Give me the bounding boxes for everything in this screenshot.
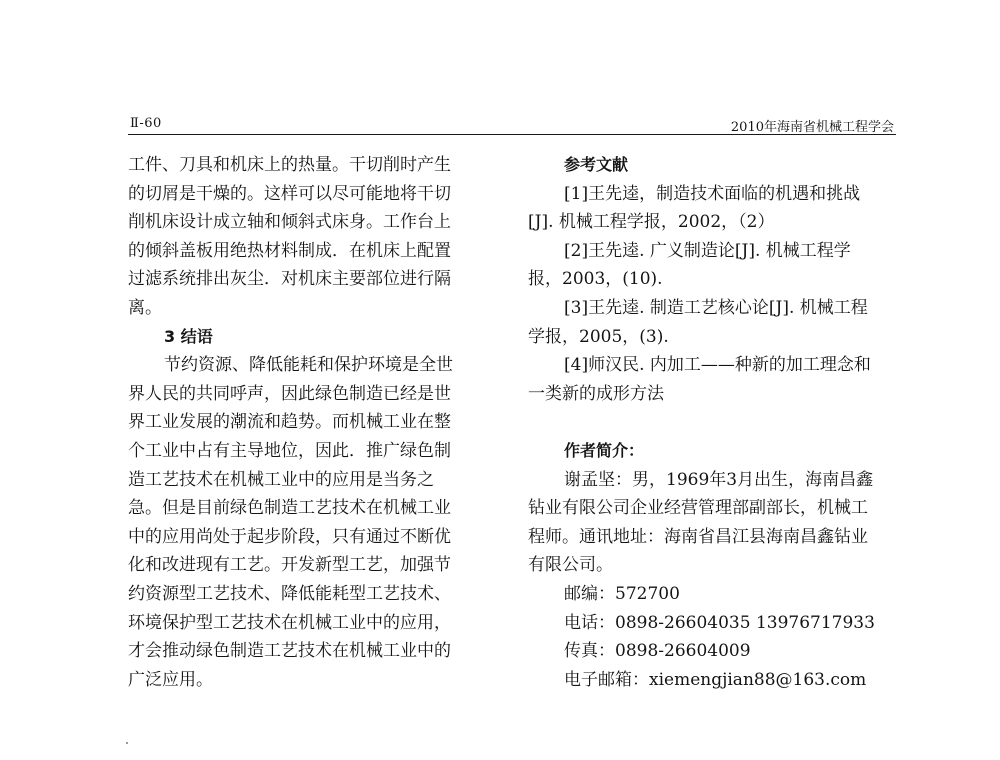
section-heading-conclusion: 3 结语	[164, 326, 213, 346]
reference-line: [4]师汉民. 内加工——种新的加工理念和	[564, 355, 871, 376]
reference-line: 一类新的成形方法	[528, 383, 664, 404]
body-line: 中的应用尚处于起步阶段，只有通过不断优	[128, 526, 451, 547]
body-line: 化和改进现有工艺。开发新型工艺，加强节	[128, 555, 451, 576]
reference-line: [1]王先逵，制造技术面临的机遇和挑战	[564, 183, 861, 204]
reference-line: 报，2003，(10).	[528, 269, 663, 290]
body-line: 削机床设计成立轴和倾斜式床身。工作台上	[128, 212, 451, 233]
contact-email: 电子邮箱：xiemengjian88@163.com	[564, 669, 867, 690]
body-line: 界工业发展的潮流和趋势。而机械工业在整	[128, 412, 451, 433]
page-number: Ⅱ-60	[130, 116, 162, 131]
contact-postcode: 邮编：572700	[564, 583, 680, 604]
body-line: 约资源型工艺技术、降低能耗型工艺技术、	[128, 583, 451, 604]
body-line: 急。但是目前绿色制造工艺技术在机械工业	[128, 498, 451, 519]
body-line: 过滤系统排出灰尘．对机床主要部位进行隔	[128, 269, 451, 290]
journal-title: 2010年海南省机械工程学会	[730, 120, 894, 135]
reference-line: [2]王先逵. 广义制造论[J]. 机械工程学	[564, 240, 851, 261]
author-bio-line: 钻业有限公司企业经营管理部副部长，机械工	[528, 498, 868, 519]
body-line: 节约资源、降低能耗和保护环境是全世	[164, 355, 453, 376]
body-line: 造工艺技术在机械工业中的应用是当务之	[128, 469, 434, 490]
scan-speck	[126, 742, 128, 744]
contact-phone: 电话：0898-26604035 13976717933	[564, 612, 875, 633]
right-column	[528, 151, 896, 694]
body-line: 的切屑是干燥的。这样可以尽可能地将干切	[128, 183, 451, 204]
reference-line: [3]王先逵. 制造工艺核心论[J]. 机械工程	[564, 297, 868, 318]
contact-fax: 传真：0898-26604009	[564, 641, 751, 662]
body-line: 离。	[128, 297, 162, 318]
reference-line: [J]. 机械工程学报，2002，（2）	[528, 212, 775, 233]
body-line: 的倾斜盖板用绝热材料制成．在机床上配置	[128, 240, 451, 261]
body-line: 广泛应用。	[128, 669, 213, 690]
spacer	[528, 408, 896, 437]
body-line: 个工业中占有主导地位，因此．推广绿色制	[128, 440, 451, 461]
body-line: 界人民的共同呼声，因此绿色制造已经是世	[128, 383, 451, 404]
body-line: 才会推动绿色制造工艺技术在机械工业中的	[128, 641, 451, 662]
author-heading: 作者简介：	[564, 440, 645, 460]
references-heading: 参考文献	[564, 155, 629, 174]
left-column	[128, 151, 488, 694]
body-line: 环境保护型工艺技术在机械工业中的应用，	[128, 612, 451, 633]
author-bio-line: 有限公司。	[528, 555, 613, 576]
author-bio-line: 程师。通讯地址：海南省昌江县海南昌鑫钻业	[528, 526, 868, 547]
reference-line: 学报，2005，(3).	[528, 326, 669, 347]
page-header	[128, 114, 896, 135]
body-line: 工件、刀具和机床上的热量。干切削时产生	[128, 155, 451, 175]
author-bio-line: 谢孟坚：男，1969年3月出生，海南昌鑫	[564, 469, 874, 490]
